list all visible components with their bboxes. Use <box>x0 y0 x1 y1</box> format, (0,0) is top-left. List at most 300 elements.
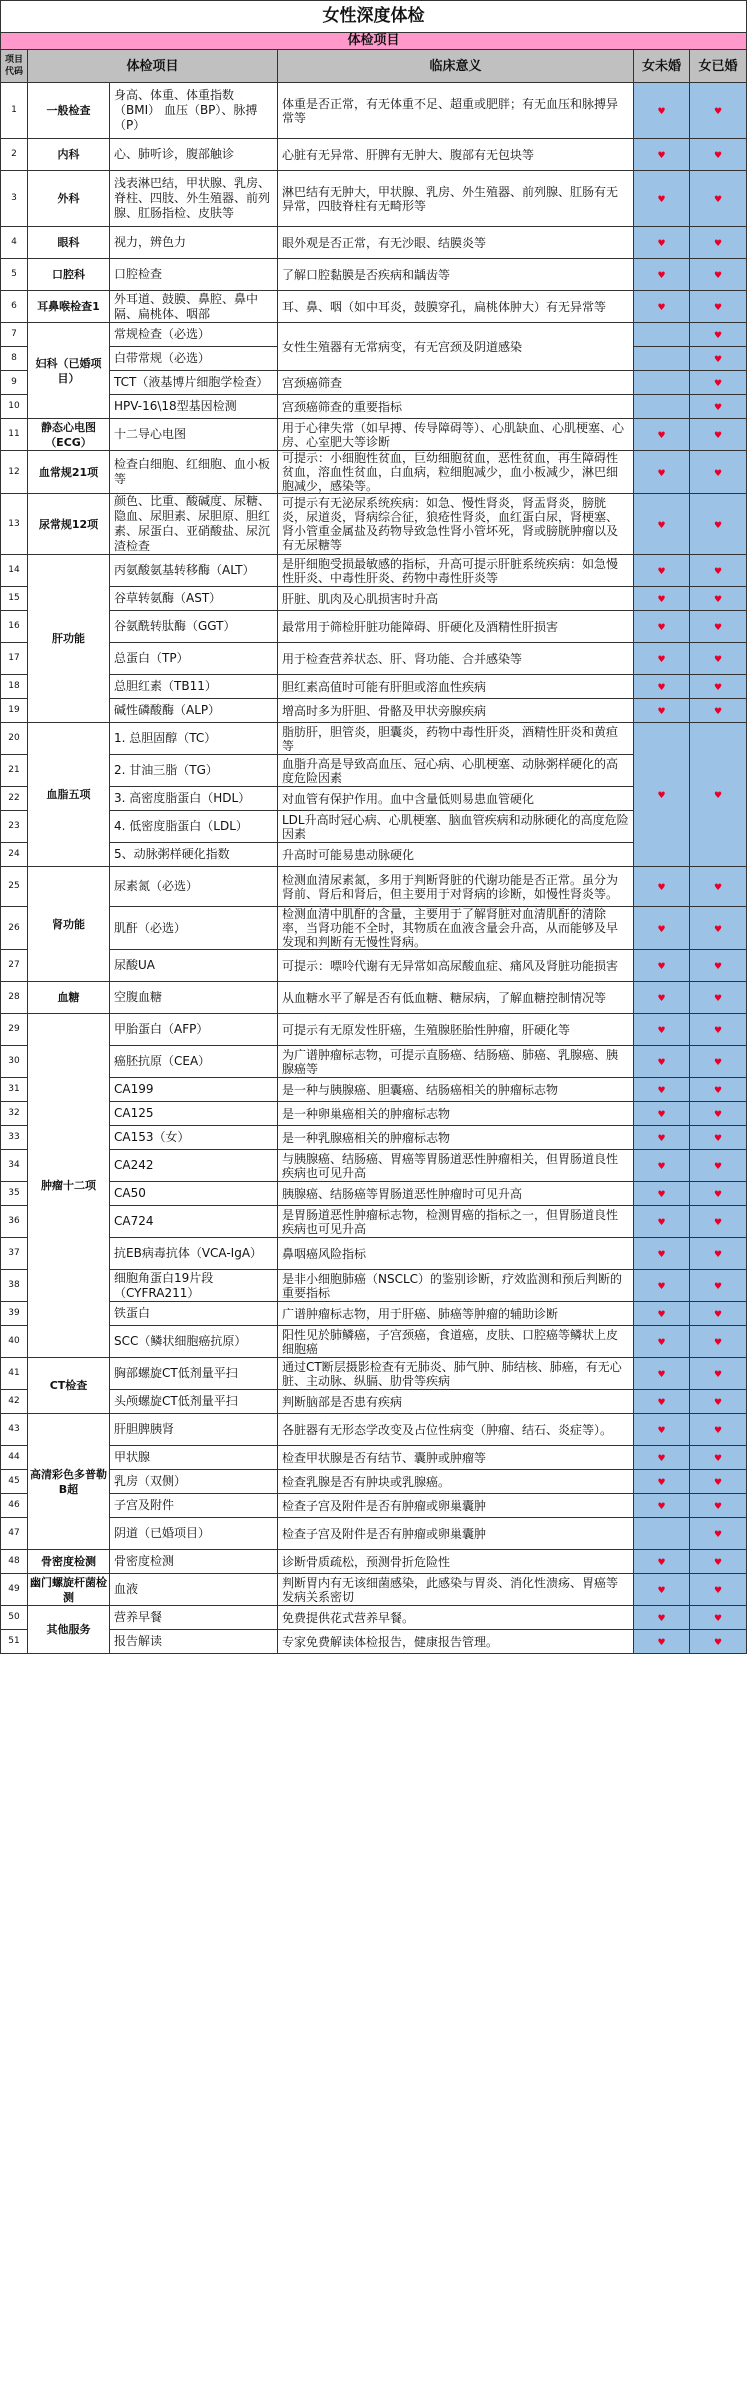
row-category: 血脂五项 <box>28 723 110 867</box>
heart-icon: ♥ <box>713 195 723 205</box>
header-unmarried: 女未婚 <box>634 50 690 83</box>
heart-icon: ♥ <box>657 195 666 205</box>
mark-married <box>690 611 747 643</box>
mark-married <box>690 1518 747 1550</box>
heart-icon: ♥ <box>657 1638 666 1648</box>
row-item: 甲胎蛋白（AFP） <box>110 1014 278 1046</box>
heart-icon: ♥ <box>657 567 666 577</box>
row-meaning: 增高时多为肝胆、骨骼及甲状旁腺疾病 <box>278 699 634 723</box>
heart-icon: ♥ <box>657 1026 666 1036</box>
row-meaning: 是胃肠道恶性肿瘤标志物，检测胃癌的指标之一，但胃肠道良性疾病也可见升高 <box>278 1206 634 1238</box>
row-code: 2 <box>1 139 28 171</box>
header-item: 体检项目 <box>28 50 278 83</box>
row-code: 7 <box>1 323 28 347</box>
heart-icon: ♥ <box>657 1110 666 1120</box>
table-row <box>1 1078 747 1102</box>
row-meaning: 为广谱肿瘤标志物，可提示直肠癌、结肠癌、肺癌、乳腺癌、胰腺癌等 <box>278 1046 634 1078</box>
heart-icon: ♥ <box>713 468 723 479</box>
row-category: 口腔科 <box>28 259 110 291</box>
mark-unmarried <box>634 1518 690 1550</box>
row-code: 9 <box>1 371 28 395</box>
table-row <box>1 259 747 291</box>
table-row <box>1 1126 747 1150</box>
row-item: CA242 <box>110 1150 278 1182</box>
row-category: 其他服务 <box>28 1606 110 1654</box>
header-code: 项目代码 <box>1 50 28 83</box>
mark-unmarried <box>634 1206 690 1238</box>
row-meaning: 阳性见於肺鳞癌，子宫颈癌，食道癌，皮肤、口腔癌等鳞状上皮细胞癌 <box>278 1326 634 1358</box>
mark-married <box>690 1358 747 1390</box>
mark-married <box>690 1302 747 1326</box>
row-item: 2. 甘油三脂（TG） <box>110 755 278 787</box>
heart-icon: ♥ <box>713 1586 723 1596</box>
table-row <box>1 1494 747 1518</box>
mark-married <box>690 950 747 982</box>
row-item: 丙氨酸氨基转移酶（ALT） <box>110 555 278 587</box>
row-code: 44 <box>1 1446 28 1470</box>
row-code: 6 <box>1 291 28 323</box>
row-code: 29 <box>1 1014 28 1046</box>
mark-unmarried <box>634 555 690 587</box>
row-code: 50 <box>1 1606 28 1630</box>
row-meaning: 耳、鼻、咽（如中耳炎，鼓膜穿孔，扁桃体肿大）有无异常等 <box>278 291 634 323</box>
row-meaning: 可提示：小细胞性贫血，巨幼细胞贫血，恶性贫血，再生障碍性贫血，溶血性贫血，白血病，粒细胞减少，血小板减少，淋巴细胞减少，感染等。 <box>278 451 634 494</box>
row-item: 阴道（已婚项目） <box>110 1518 278 1550</box>
row-meaning: 女性生殖器有无常病变，有无宫颈及阴道感染 <box>278 323 634 371</box>
heart-icon: ♥ <box>713 1218 723 1228</box>
heart-icon: ♥ <box>657 595 666 605</box>
row-category: 一般检查 <box>28 83 110 139</box>
row-code: 8 <box>1 347 28 371</box>
row-item: 癌胚抗原（CEA） <box>110 1046 278 1078</box>
row-code: 4 <box>1 227 28 259</box>
row-item: 总胆红素（TB11） <box>110 675 278 699</box>
mark-married <box>690 1238 747 1270</box>
mark-married <box>690 451 747 494</box>
row-code: 36 <box>1 1206 28 1238</box>
table-row <box>1 451 747 494</box>
mark-married <box>690 587 747 611</box>
mark-unmarried <box>634 675 690 699</box>
heart-icon: ♥ <box>657 431 666 441</box>
row-item: 1. 总胆固醇（TC） <box>110 723 278 755</box>
heart-icon: ♥ <box>713 107 723 117</box>
heart-icon: ♥ <box>657 883 666 893</box>
row-meaning: 检测血清尿素氮，多用于判断肾脏的代谢功能是否正常。虽分为肾前、肾后和肾后，但主要用于对肾病的诊断，如慢性肾炎等。 <box>278 867 634 907</box>
mark-unmarried <box>634 611 690 643</box>
row-code: 48 <box>1 1550 28 1574</box>
row-item: 十二导心电图 <box>110 419 278 451</box>
table-row <box>1 643 747 675</box>
heart-icon: ♥ <box>713 595 723 605</box>
row-meaning: 检查乳腺是否有肿块或乳腺癌。 <box>278 1470 634 1494</box>
row-item: 心、肺听诊，腹部触诊 <box>110 139 278 171</box>
heart-icon: ♥ <box>713 683 723 693</box>
table-row <box>1 83 747 139</box>
mark-unmarried <box>634 1126 690 1150</box>
table-row <box>1 1302 747 1326</box>
table-row <box>1 227 747 259</box>
row-item: 总蛋白（TP） <box>110 643 278 675</box>
row-item: CA125 <box>110 1102 278 1126</box>
table-row <box>1 555 747 587</box>
row-category: 幽门螺旋杆菌检测 <box>28 1574 110 1606</box>
mark-married <box>690 139 747 171</box>
table-row <box>1 1102 747 1126</box>
row-code: 3 <box>1 171 28 227</box>
table-row <box>1 1446 747 1470</box>
heart-icon: ♥ <box>713 1614 723 1624</box>
heart-icon: ♥ <box>713 707 723 717</box>
mark-unmarried <box>634 1014 690 1046</box>
heart-icon: ♥ <box>657 1058 666 1068</box>
heart-icon: ♥ <box>657 1218 666 1228</box>
mark-married <box>690 907 747 950</box>
heart-icon: ♥ <box>657 271 666 281</box>
row-meaning: 升高时可能易患动脉硬化 <box>278 843 634 867</box>
heart-icon: ♥ <box>713 655 723 665</box>
heart-icon: ♥ <box>713 1190 723 1200</box>
row-meaning: LDL升高时冠心病、心肌梗塞、脑血管疾病和动脉硬化的高度危险因素 <box>278 811 634 843</box>
row-code: 16 <box>1 611 28 643</box>
mark-unmarried <box>634 723 690 867</box>
row-code: 42 <box>1 1390 28 1414</box>
heart-icon: ♥ <box>657 1558 666 1568</box>
mark-unmarried <box>634 1606 690 1630</box>
heart-icon: ♥ <box>657 994 666 1004</box>
row-item: 尿酸UA <box>110 950 278 982</box>
heart-icon: ♥ <box>657 1502 666 1512</box>
row-item: 口腔检查 <box>110 259 278 291</box>
row-code: 13 <box>1 494 28 555</box>
heart-icon: ♥ <box>657 791 666 801</box>
heart-icon: ♥ <box>713 994 723 1004</box>
row-item: 血液 <box>110 1574 278 1606</box>
row-meaning: 最常用于筛检肝脏功能障碍、肝硬化及酒精性肝损害 <box>278 611 634 643</box>
row-meaning: 淋巴结有无肿大，甲状腺、乳房、外生殖器、前列腺、肛肠有无异常，四肢脊柱有无畸形等 <box>278 171 634 227</box>
mark-married <box>690 1102 747 1126</box>
heart-icon: ♥ <box>713 1310 723 1320</box>
row-category: 肿瘤十二项 <box>28 1014 110 1358</box>
mark-unmarried <box>634 1414 690 1446</box>
mark-unmarried <box>634 451 690 494</box>
table-row <box>1 371 747 395</box>
mark-unmarried <box>634 587 690 611</box>
row-category: 静态心电图（ECG） <box>28 419 110 451</box>
row-category: 肝功能 <box>28 555 110 723</box>
heart-icon: ♥ <box>657 239 666 249</box>
table-row <box>1 1206 747 1238</box>
heart-icon: ♥ <box>657 962 666 972</box>
heart-icon: ♥ <box>713 791 723 801</box>
heart-icon: ♥ <box>713 962 723 972</box>
heart-icon: ♥ <box>713 151 723 161</box>
row-item: CA50 <box>110 1182 278 1206</box>
row-code: 32 <box>1 1102 28 1126</box>
mark-married <box>690 675 747 699</box>
heart-icon: ♥ <box>657 468 666 479</box>
row-code: 14 <box>1 555 28 587</box>
table-row <box>1 171 747 227</box>
heart-icon: ♥ <box>713 239 723 249</box>
heart-icon: ♥ <box>713 1110 723 1120</box>
row-item: 抗EB病毒抗体（VCA-IgA） <box>110 1238 278 1270</box>
heart-icon: ♥ <box>713 403 723 413</box>
heart-icon: ♥ <box>657 520 666 531</box>
mark-unmarried <box>634 1270 690 1302</box>
row-code: 1 <box>1 83 28 139</box>
row-item: 谷草转氨酶（AST） <box>110 587 278 611</box>
row-item: 铁蛋白 <box>110 1302 278 1326</box>
mark-unmarried <box>634 1182 690 1206</box>
row-item: 肝胆脾胰肾 <box>110 1414 278 1446</box>
row-item: 浅表淋巴结，甲状腺、乳房、脊柱、四肢、外生殖器、前列腺、肛肠指检、皮肤等 <box>110 171 278 227</box>
row-item: 报告解读 <box>110 1630 278 1654</box>
heart-icon: ♥ <box>713 1398 723 1408</box>
table-row <box>1 1470 747 1494</box>
row-meaning: 与胰腺癌、结肠癌、胃癌等胃肠道恶性肿瘤相关，但胃肠道良性疾病也可见升高 <box>278 1150 634 1182</box>
heart-icon: ♥ <box>713 1250 723 1260</box>
row-category: 高清彩色多普勒B超 <box>28 1414 110 1550</box>
row-code: 25 <box>1 867 28 907</box>
row-category: CT检查 <box>28 1358 110 1414</box>
heart-icon: ♥ <box>657 151 666 161</box>
heart-icon: ♥ <box>713 431 723 441</box>
row-code: 24 <box>1 843 28 867</box>
mark-unmarried <box>634 323 690 347</box>
heart-icon: ♥ <box>713 1638 723 1648</box>
row-code: 12 <box>1 451 28 494</box>
table-row <box>1 139 747 171</box>
row-meaning: 用于心律失常（如早搏、传导障碍等）、心肌缺血、心肌梗塞、心房、心室肥大等诊断 <box>278 419 634 451</box>
row-code: 23 <box>1 811 28 843</box>
mark-married <box>690 494 747 555</box>
row-item: 谷氨酰转肽酶（GGT） <box>110 611 278 643</box>
heart-icon: ♥ <box>657 1398 666 1408</box>
mark-unmarried <box>634 1446 690 1470</box>
mark-unmarried <box>634 1302 690 1326</box>
heart-icon: ♥ <box>713 1086 723 1096</box>
heart-icon: ♥ <box>657 1162 666 1172</box>
header-meaning: 临床意义 <box>278 50 634 83</box>
row-code: 22 <box>1 787 28 811</box>
heart-icon: ♥ <box>713 1370 723 1380</box>
heart-icon: ♥ <box>657 683 666 693</box>
mark-unmarried <box>634 1150 690 1182</box>
heart-icon: ♥ <box>657 623 666 633</box>
row-code: 38 <box>1 1270 28 1302</box>
row-meaning: 判断脑部是否患有疾病 <box>278 1390 634 1414</box>
mark-unmarried <box>634 139 690 171</box>
mark-unmarried <box>634 1390 690 1414</box>
row-meaning: 用于检查营养状态、肝、肾功能、合并感染等 <box>278 643 634 675</box>
row-meaning: 胆红素高值时可能有肝胆或溶血性疾病 <box>278 675 634 699</box>
row-item: 胸部螺旋CT低剂量平扫 <box>110 1358 278 1390</box>
section-subtitle: 体检项目 <box>1 33 747 50</box>
table-row <box>1 675 747 699</box>
mark-unmarried <box>634 1102 690 1126</box>
row-code: 11 <box>1 419 28 451</box>
row-category: 血常规21项 <box>28 451 110 494</box>
row-meaning: 通过CT断层摄影检查有无肺炎、肺气肿、肺结核、肺癌，有无心脏、主动脉、纵膈、肋骨等疾病 <box>278 1358 634 1390</box>
mark-married <box>690 1606 747 1630</box>
table-row <box>1 1550 747 1574</box>
row-item: 颜色、比重、酸碱度、尿糖、隐血、尿胆素、尿胆原、胆红素、尿蛋白、亚硝酸盐、尿沉渣检查 <box>110 494 278 555</box>
table-row <box>1 982 747 1014</box>
row-meaning: 专家免费解读体检报告，健康报告管理。 <box>278 1630 634 1654</box>
heart-icon: ♥ <box>713 1282 723 1292</box>
mark-married <box>690 1446 747 1470</box>
heart-icon: ♥ <box>713 379 723 389</box>
row-item: CA199 <box>110 1078 278 1102</box>
heart-icon: ♥ <box>713 1162 723 1172</box>
mark-married <box>690 1014 747 1046</box>
row-code: 15 <box>1 587 28 611</box>
row-code: 19 <box>1 699 28 723</box>
table-row <box>1 419 747 451</box>
row-meaning: 脂肪肝，胆管炎，胆囊炎，药物中毒性肝炎，酒精性肝炎和黄疸等 <box>278 723 634 755</box>
row-meaning: 检查子宫及附件是否有肿瘤或卵巢囊肿 <box>278 1494 634 1518</box>
row-item: 头颅螺旋CT低剂量平扫 <box>110 1390 278 1414</box>
mark-unmarried <box>634 1326 690 1358</box>
row-meaning: 体重是否正常，有无体重不足、超重或肥胖；有无血压和脉搏异常等 <box>278 83 634 139</box>
row-meaning: 鼻咽癌风险指标 <box>278 1238 634 1270</box>
row-item: 5、动脉粥样硬化指数 <box>110 843 278 867</box>
heart-icon: ♥ <box>657 1426 666 1436</box>
heart-icon: ♥ <box>657 1370 666 1380</box>
row-item: 乳房（双侧） <box>110 1470 278 1494</box>
table-row <box>1 587 747 611</box>
mark-unmarried <box>634 950 690 982</box>
mark-unmarried <box>634 1470 690 1494</box>
row-code: 31 <box>1 1078 28 1102</box>
table-row <box>1 1606 747 1630</box>
table-row <box>1 1414 747 1446</box>
row-meaning: 可提示：嘌呤代谢有无异常如高尿酸血症、痛风及肾脏功能损害 <box>278 950 634 982</box>
mark-unmarried <box>634 371 690 395</box>
mark-married <box>690 1126 747 1150</box>
heart-icon: ♥ <box>657 924 666 935</box>
mark-unmarried <box>634 259 690 291</box>
row-category: 眼科 <box>28 227 110 259</box>
heart-icon: ♥ <box>713 623 723 633</box>
row-meaning: 可提示有无原发性肝癌，生殖腺胚胎性肿瘤，肝硬化等 <box>278 1014 634 1046</box>
row-meaning: 是一种乳腺癌相关的肿瘤标志物 <box>278 1126 634 1150</box>
table-row <box>1 1630 747 1654</box>
table-row <box>1 699 747 723</box>
row-item: 肌酐（必选） <box>110 907 278 950</box>
table-row <box>1 1270 747 1302</box>
mark-married <box>690 323 747 347</box>
mark-unmarried <box>634 1494 690 1518</box>
heart-icon: ♥ <box>657 303 666 313</box>
row-meaning: 广谱肿瘤标志物，用于肝癌、肺癌等肿瘤的辅助诊断 <box>278 1302 634 1326</box>
row-meaning: 眼外观是否正常，有无沙眼、结膜炎等 <box>278 227 634 259</box>
row-item: 空腹血糖 <box>110 982 278 1014</box>
row-code: 34 <box>1 1150 28 1182</box>
mark-unmarried <box>634 982 690 1014</box>
mark-unmarried <box>634 83 690 139</box>
mark-married <box>690 1326 747 1358</box>
table-row <box>1 950 747 982</box>
row-meaning: 是一种与胰腺癌、胆囊癌、结肠癌相关的肿瘤标志物 <box>278 1078 634 1102</box>
row-item: 4. 低密度脂蛋白（LDL） <box>110 811 278 843</box>
table-row <box>1 1518 747 1550</box>
row-item: TCT（液基博片细胞学检查） <box>110 371 278 395</box>
row-code: 51 <box>1 1630 28 1654</box>
mark-married <box>690 1150 747 1182</box>
row-item: SCC（鳞状细胞癌抗原） <box>110 1326 278 1358</box>
mark-married <box>690 867 747 907</box>
mark-married <box>690 171 747 227</box>
mark-unmarried <box>634 1574 690 1606</box>
heart-icon: ♥ <box>657 1250 666 1260</box>
mark-married <box>690 555 747 587</box>
table-row <box>1 494 747 555</box>
row-code: 40 <box>1 1326 28 1358</box>
row-meaning: 宫颈癌筛查的重要指标 <box>278 395 634 419</box>
heart-icon: ♥ <box>657 707 666 717</box>
mark-married <box>690 1550 747 1574</box>
table-row <box>1 1014 747 1046</box>
row-code: 49 <box>1 1574 28 1606</box>
heart-icon: ♥ <box>657 1454 666 1464</box>
heart-icon: ♥ <box>657 107 666 117</box>
row-code: 5 <box>1 259 28 291</box>
mark-unmarried <box>634 419 690 451</box>
heart-icon: ♥ <box>713 1338 723 1348</box>
table-row <box>1 291 747 323</box>
table-row <box>1 723 747 755</box>
mark-married <box>690 1414 747 1446</box>
mark-married <box>690 643 747 675</box>
heart-icon: ♥ <box>713 567 723 577</box>
mark-unmarried <box>634 907 690 950</box>
mark-unmarried <box>634 1630 690 1654</box>
mark-married <box>690 699 747 723</box>
heart-icon: ♥ <box>713 1478 723 1488</box>
mark-unmarried <box>634 395 690 419</box>
row-meaning: 宫颈癌筛查 <box>278 371 634 395</box>
mark-unmarried <box>634 171 690 227</box>
mark-married <box>690 259 747 291</box>
heart-icon: ♥ <box>657 1190 666 1200</box>
row-category: 尿常规12项 <box>28 494 110 555</box>
mark-married <box>690 1046 747 1078</box>
heart-icon: ♥ <box>657 655 666 665</box>
row-item: 子宫及附件 <box>110 1494 278 1518</box>
table-row <box>1 1390 747 1414</box>
row-code: 30 <box>1 1046 28 1078</box>
row-item: 白带常规（必选） <box>110 347 278 371</box>
table-row <box>1 1238 747 1270</box>
row-code: 37 <box>1 1238 28 1270</box>
row-category: 外科 <box>28 171 110 227</box>
mark-married <box>690 1270 747 1302</box>
row-code: 21 <box>1 755 28 787</box>
row-item: 常规检查（必选） <box>110 323 278 347</box>
mark-unmarried <box>634 347 690 371</box>
heart-icon: ♥ <box>713 271 723 281</box>
row-item: 碱性磷酸酶（ALP） <box>110 699 278 723</box>
heart-icon: ♥ <box>713 883 723 893</box>
row-category: 妇科（已婚项目） <box>28 323 110 419</box>
table-row <box>1 1046 747 1078</box>
mark-married <box>690 1494 747 1518</box>
row-meaning: 检查甲状腺是否有结节、囊肿或肿瘤等 <box>278 1446 634 1470</box>
row-meaning: 肝脏、肌肉及心肌损害时升高 <box>278 587 634 611</box>
mark-unmarried <box>634 494 690 555</box>
